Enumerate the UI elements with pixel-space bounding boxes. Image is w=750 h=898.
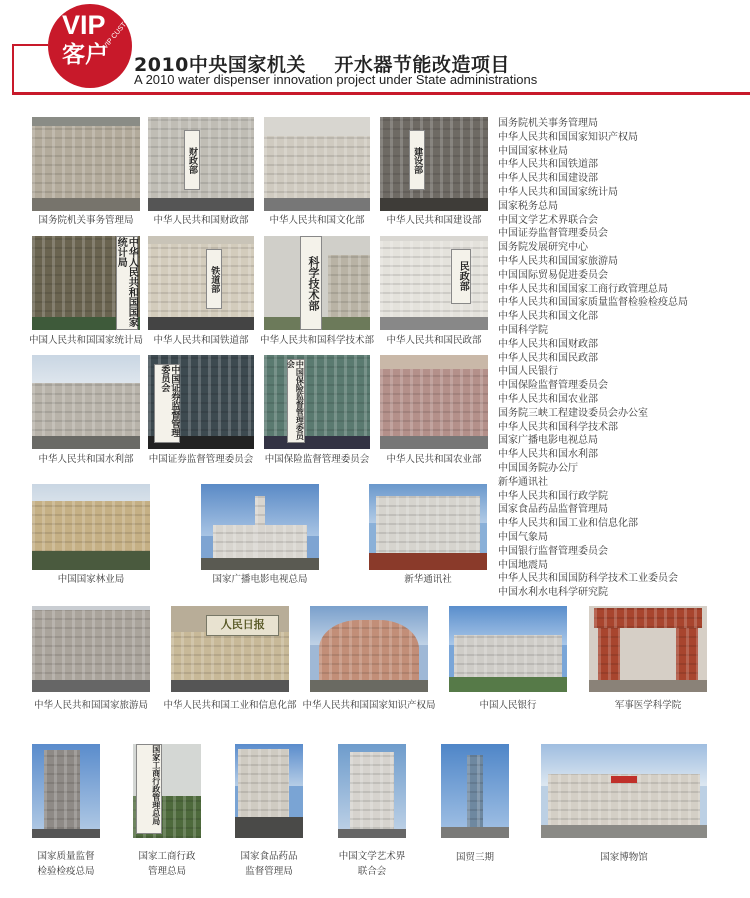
sign-tongjiju: 中华人民共和国国家统计局 bbox=[116, 236, 138, 330]
caption-tongjiju: 中国人民共和国国家统计局 bbox=[28, 335, 143, 346]
photo-jianshebu bbox=[380, 117, 488, 211]
photo-zhijianzongju bbox=[32, 744, 100, 838]
photo-wenlian bbox=[338, 744, 406, 838]
photo-shiyaoju bbox=[235, 744, 303, 838]
client-list-item: 中华人民共和国文化部 bbox=[498, 311, 598, 323]
caption-zhishichanquanju: 中华人民共和国国家知识产权局 bbox=[302, 700, 436, 711]
photo-minzhengbu bbox=[380, 236, 488, 330]
caption-guojia-bowuguan: 国家博物馆 bbox=[600, 852, 648, 863]
client-list-item: 中华人民共和国建设部 bbox=[498, 173, 598, 185]
vip-label: VIP bbox=[62, 10, 106, 40]
client-list-item: 中国保险监督管理委员会 bbox=[498, 380, 608, 392]
caption-jianshebu: 中华人民共和国建设部 bbox=[386, 215, 482, 226]
photo-guojia-bowuguan bbox=[541, 744, 707, 838]
photo-kexuejishubu bbox=[264, 236, 370, 330]
caption-baojianhui: 中国保险监督管理委员会 bbox=[264, 454, 370, 465]
client-list-item: 中华人民共和国水利部 bbox=[498, 449, 598, 461]
client-list-item: 中华人民共和国财政部 bbox=[498, 338, 598, 350]
photo-linyeju bbox=[32, 484, 150, 570]
caption-shuilibu: 中华人民共和国水利部 bbox=[38, 454, 134, 465]
caption-nongyebu: 中华人民共和国农业部 bbox=[386, 454, 482, 465]
caption-junshi-yixue: 军事医学科学院 bbox=[614, 700, 682, 711]
client-list-item: 中华人民共和国科学技术部 bbox=[498, 421, 618, 433]
header-bracket-vertical bbox=[12, 44, 14, 94]
sign-kexuejishubu: 科学技术部 bbox=[300, 236, 322, 330]
photo-guangdianzongju bbox=[201, 484, 319, 570]
page-title: 2010中央国家机关 开水器节能改造项目 bbox=[134, 54, 510, 76]
vip-customer-cn-label: 客户 bbox=[62, 42, 108, 68]
caption-linyeju: 中国国家林业局 bbox=[57, 574, 125, 585]
client-list-item: 中国水利水电科学研究院 bbox=[498, 587, 608, 599]
photo-gongshangzongju bbox=[133, 744, 201, 838]
caption-tiedaobu: 中华人民共和国铁道部 bbox=[153, 335, 249, 346]
photo-renmin-yinhang bbox=[449, 606, 567, 692]
client-list-item: 国家税务总局 bbox=[498, 200, 558, 212]
photo-zhengjianhui bbox=[148, 355, 254, 449]
client-list-item: 中国气象局 bbox=[498, 531, 548, 543]
client-list-item: 中国科学院 bbox=[498, 324, 548, 336]
photo-tongjiju bbox=[32, 236, 140, 330]
client-list-item: 中华人民共和国国家工商行政管理总局 bbox=[498, 283, 668, 295]
client-list-item: 中华人民共和国行政学院 bbox=[498, 490, 608, 502]
sign-baojianhui: 中国保险监督管理委员会 bbox=[287, 359, 305, 444]
caption-minzhengbu: 中华人民共和国民政部 bbox=[386, 335, 482, 346]
page-subtitle: A 2010 water dispenser innovation project under State administrations bbox=[134, 72, 538, 87]
photo-wenhuabu bbox=[264, 117, 370, 211]
sign-gongshangzongju: 国家工商行政管理总局 bbox=[136, 744, 162, 834]
client-list-item: 中华人民共和国国家旅游局 bbox=[498, 255, 618, 267]
photo-gongxinbu bbox=[171, 606, 289, 692]
caption-wenhuabu: 中华人民共和国文化部 bbox=[269, 215, 365, 226]
client-list-item: 中华人民共和国国家知识产权局 bbox=[498, 131, 638, 143]
caption-guangdianzongju: 国家广播电影电视总局 bbox=[212, 574, 308, 585]
client-list-item: 中华人民共和国国防科学技术工业委员会 bbox=[498, 573, 678, 585]
client-list-item: 中国国家林业局 bbox=[498, 145, 568, 157]
sign-renmin-ribao: 人民日报 bbox=[206, 615, 279, 636]
caption-renmin-yinhang: 中国人民银行 bbox=[479, 700, 537, 711]
sign-zhengjianhui: 中国证券监督管理委员会 bbox=[154, 364, 180, 443]
photo-guowuyuan-jiguan bbox=[32, 117, 140, 211]
caption-xinhuashe: 新华通讯社 bbox=[404, 574, 452, 585]
caption-gongxinbu: 中华人民共和国工业和信息化部 bbox=[163, 700, 297, 711]
client-list-item: 新华通讯社 bbox=[498, 476, 548, 488]
client-list-item: 国家食品药品监督管理局 bbox=[498, 504, 608, 516]
photo-shuilibu bbox=[32, 355, 140, 449]
caption-gongshangzongju: 国家工商行政 管理总局 bbox=[138, 851, 196, 877]
client-list-item: 中华人民共和国国家统计局 bbox=[498, 186, 618, 198]
sign-jianshebu: 建设部 bbox=[409, 130, 425, 190]
header-divider bbox=[12, 92, 750, 95]
client-list-item: 中国银行监督管理委员会 bbox=[498, 545, 608, 557]
photo-zhishichanquanju bbox=[310, 606, 428, 692]
client-list-item: 中国文学艺术界联合会 bbox=[498, 214, 598, 226]
client-list-item: 中华人民共和国民政部 bbox=[498, 352, 598, 364]
client-list-item: 中华人民共和国农业部 bbox=[498, 393, 598, 405]
client-list-item: 国家广播电影电视总局 bbox=[498, 435, 598, 447]
photo-baojianhui bbox=[264, 355, 370, 449]
photo-nongyebu bbox=[380, 355, 488, 449]
client-list-item: 中国证券监督管理委员会 bbox=[498, 228, 608, 240]
caption-shiyaoju: 国家食品药品 监督管理局 bbox=[240, 851, 298, 877]
client-list-item: 国务院三峡工程建设委员会办公室 bbox=[498, 407, 648, 419]
caption-lvyouju: 中华人民共和国国家旅游局 bbox=[33, 700, 148, 711]
sign-caizhengbu: 财政部 bbox=[184, 130, 200, 190]
client-list-item: 国务院机关事务管理局 bbox=[498, 118, 598, 129]
caption-zhengjianhui: 中国证券监督管理委员会 bbox=[148, 454, 254, 465]
client-list-item: 中华人民共和国国家质量监督检验检疫总局 bbox=[498, 297, 688, 309]
header-bracket-horizontal bbox=[12, 44, 48, 46]
client-list-item: 中国国务院办公厅 bbox=[498, 462, 578, 474]
vip-customer-en-label: VIP CUSTOMER bbox=[102, 5, 142, 51]
photo-xinhuashe bbox=[369, 484, 487, 570]
client-list-item: 中国地震局 bbox=[498, 559, 548, 571]
client-list bbox=[498, 117, 748, 600]
photo-guomao-sanqi bbox=[441, 744, 509, 838]
photo-tiedaobu bbox=[148, 236, 254, 330]
client-list-item: 中国人民银行 bbox=[498, 366, 558, 378]
caption-guowuyuan-jiguan: 国务院机关事务管理局 bbox=[38, 215, 134, 226]
sign-tiedaobu: 铁道部 bbox=[206, 249, 222, 309]
photo-junshi-yixue bbox=[589, 606, 707, 692]
client-list-item: 中华人民共和国铁道部 bbox=[498, 159, 598, 171]
client-list-item: 中国国际贸易促进委员会 bbox=[498, 269, 608, 281]
caption-caizhengbu: 中华人民共和国财政部 bbox=[153, 215, 249, 226]
photo-lvyouju bbox=[32, 606, 150, 692]
client-list-item: 中华人民共和国工业和信息化部 bbox=[498, 518, 638, 530]
caption-guomao-sanqi: 国贸三期 bbox=[455, 852, 494, 863]
caption-zhijianzongju: 国家质量监督 检验检疫总局 bbox=[37, 851, 95, 877]
sign-minzhengbu: 民政部 bbox=[451, 249, 471, 304]
photo-caizhengbu bbox=[148, 117, 254, 211]
caption-wenlian: 中国文学艺术界 联合会 bbox=[338, 851, 406, 877]
client-list-item: 国务院发展研究中心 bbox=[498, 242, 588, 254]
caption-kexuejishubu: 中华人民共和国科学技术部 bbox=[259, 335, 374, 346]
